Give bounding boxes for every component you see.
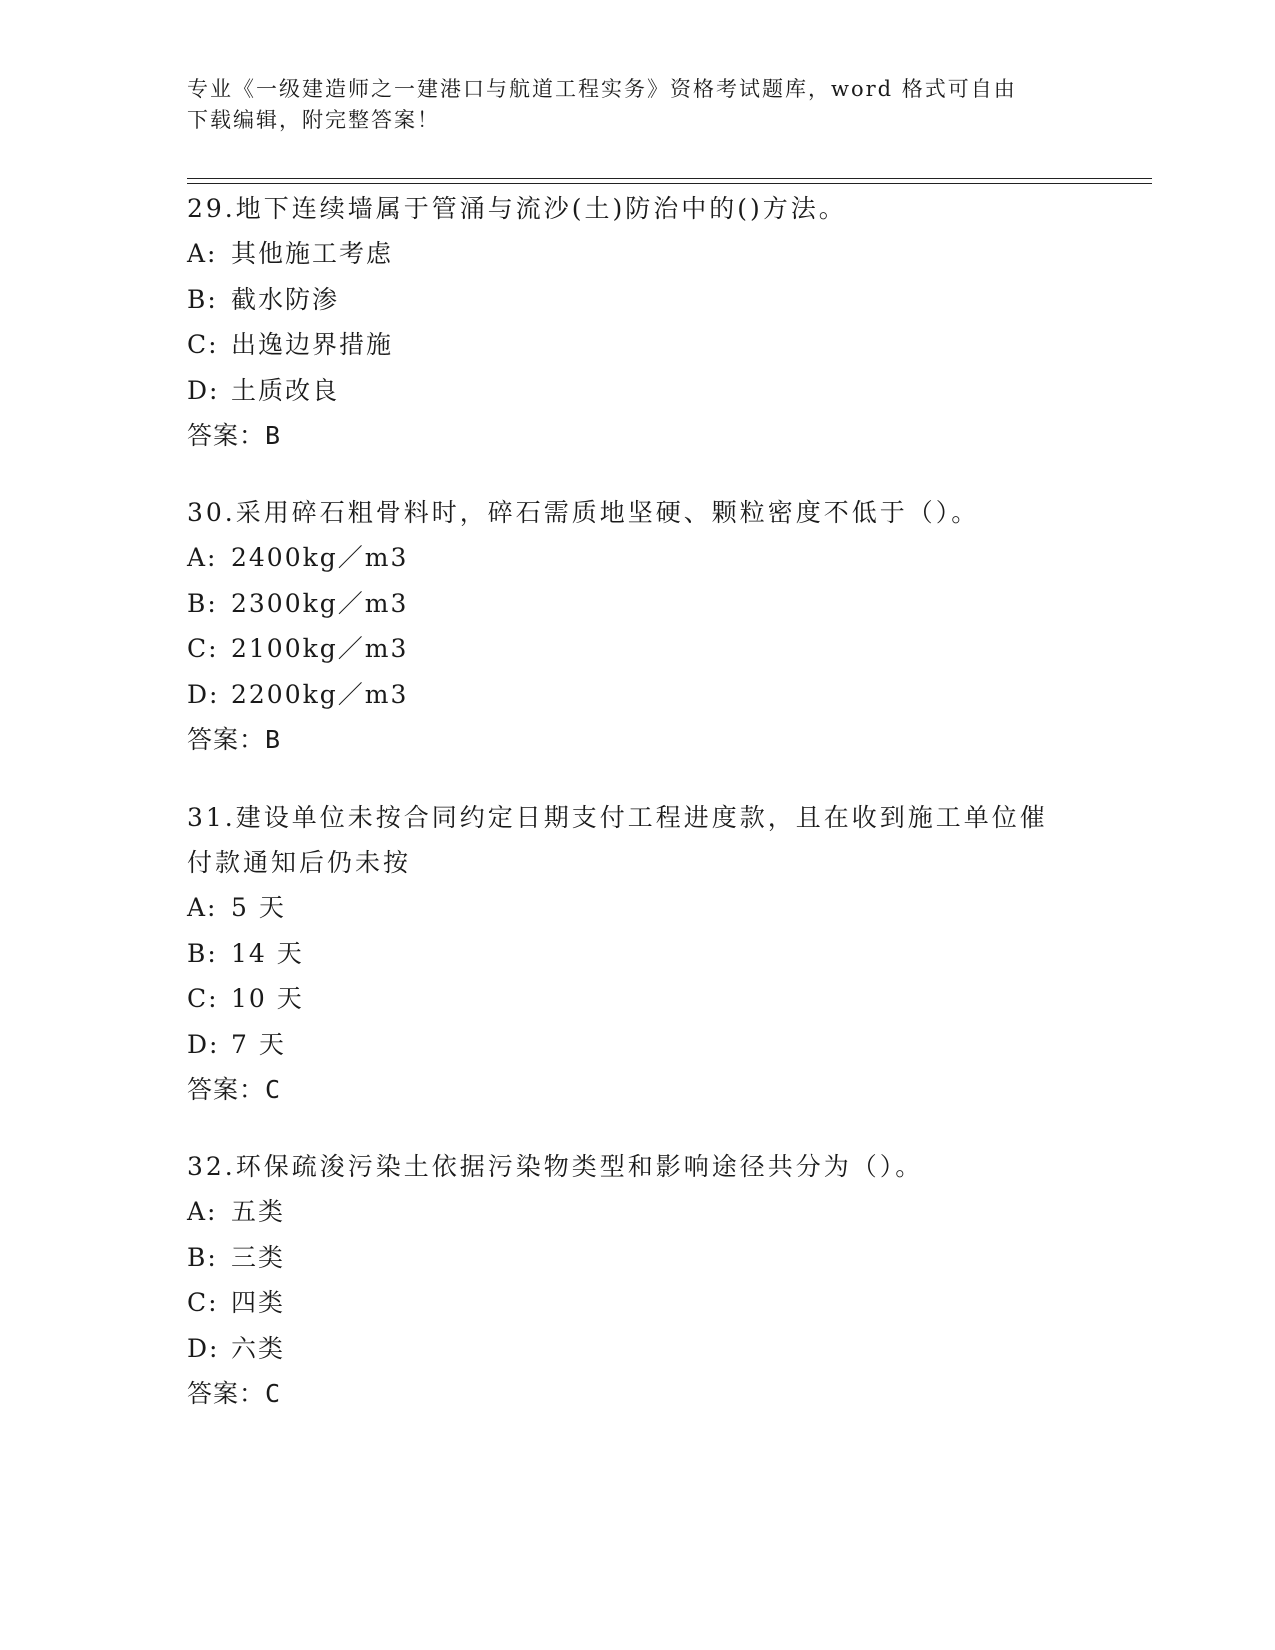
option-letter: D: [187,375,220,405]
answer-label: 答案： [187,1379,266,1408]
option-c [187,976,1087,1022]
option-b [187,277,1087,323]
option-c [187,626,1087,672]
option-a [187,885,1087,931]
option-a [187,231,1087,277]
question-31 [187,795,1087,1112]
option-text: 五类 [231,1197,286,1226]
option-c [187,1280,1087,1326]
question-text: 31.建设单位未按合同约定日期支付工程进度款，且在收到施工单位催 [187,803,1048,832]
option-c [187,322,1087,368]
header-divider-top [187,178,1152,179]
option-d [187,368,1087,414]
answer-label: 答案： [187,1075,266,1104]
option-letter: C: [187,984,219,1013]
option-text: 2300kg／m3 [231,588,409,618]
option-a [187,535,1087,581]
option-letter: D: [187,679,220,709]
question-text: 32.环保疏浚污染土依据污染物类型和影响途径共分为（）。 [187,1152,924,1181]
option-b [187,931,1087,977]
option-letter: C: [187,1288,219,1317]
option-letter: D: [187,1333,220,1363]
answer-line [187,1067,1087,1112]
answer-line [187,413,1087,458]
option-letter: A: [187,893,218,922]
option-text: 四类 [231,1288,286,1317]
option-text: 六类 [231,1333,286,1363]
header-line-1: 专业《一级建造师之一建港口与航道工程实务》资格考试题库，word 格式可自由 [187,77,1017,101]
option-text: 14 天 [231,938,304,968]
header-line-2: 下载编辑，附完整答案！ [187,108,440,132]
document-header [187,74,1087,136]
option-text: 截水防渗 [231,284,340,314]
option-b [187,581,1087,627]
option-letter: A: [187,543,218,572]
option-text: 2100kg／m3 [231,634,409,663]
question-29 [187,186,1087,458]
option-letter: B: [187,284,218,314]
option-letter: A: [187,1197,218,1226]
option-text: 7 天 [231,1029,286,1059]
header-divider-bottom [187,183,1152,184]
option-letter: B: [187,938,218,968]
question-text-continued: 付款通知后仍未按 [187,848,412,877]
answer-value: B [265,421,281,450]
option-a [187,1189,1087,1235]
option-letter: C: [187,634,219,663]
option-text: 土质改良 [231,375,340,405]
option-text: 其他施工考虑 [231,239,394,268]
option-b [187,1235,1087,1281]
option-letter: C: [187,330,219,359]
option-d [187,1022,1087,1068]
option-text: 2400kg／m3 [231,543,409,572]
question-text: 29.地下连续墙属于管涌与流沙(土)防治中的()方法。 [187,194,847,223]
option-letter: A: [187,239,218,268]
question-30 [187,490,1087,762]
answer-label: 答案： [187,421,266,450]
option-d [187,672,1087,718]
option-text: 出逸边界措施 [231,330,394,359]
option-letter: D: [187,1029,220,1059]
option-letter: B: [187,588,218,618]
option-text: 10 天 [231,984,304,1013]
question-text: 30.采用碎石粗骨料时，碎石需质地坚硬、颗粒密度不低于（）。 [187,498,980,527]
option-d [187,1326,1087,1372]
answer-value: B [265,725,281,754]
option-letter: B: [187,1242,218,1272]
option-text: 5 天 [231,893,286,922]
answer-line [187,717,1087,762]
question-32 [187,1144,1087,1416]
option-text: 2200kg／m3 [231,679,409,709]
answer-label: 答案： [187,725,266,754]
option-text: 三类 [231,1242,286,1272]
answer-value: C [265,1075,281,1104]
answer-value: C [265,1379,281,1408]
answer-line [187,1371,1087,1416]
